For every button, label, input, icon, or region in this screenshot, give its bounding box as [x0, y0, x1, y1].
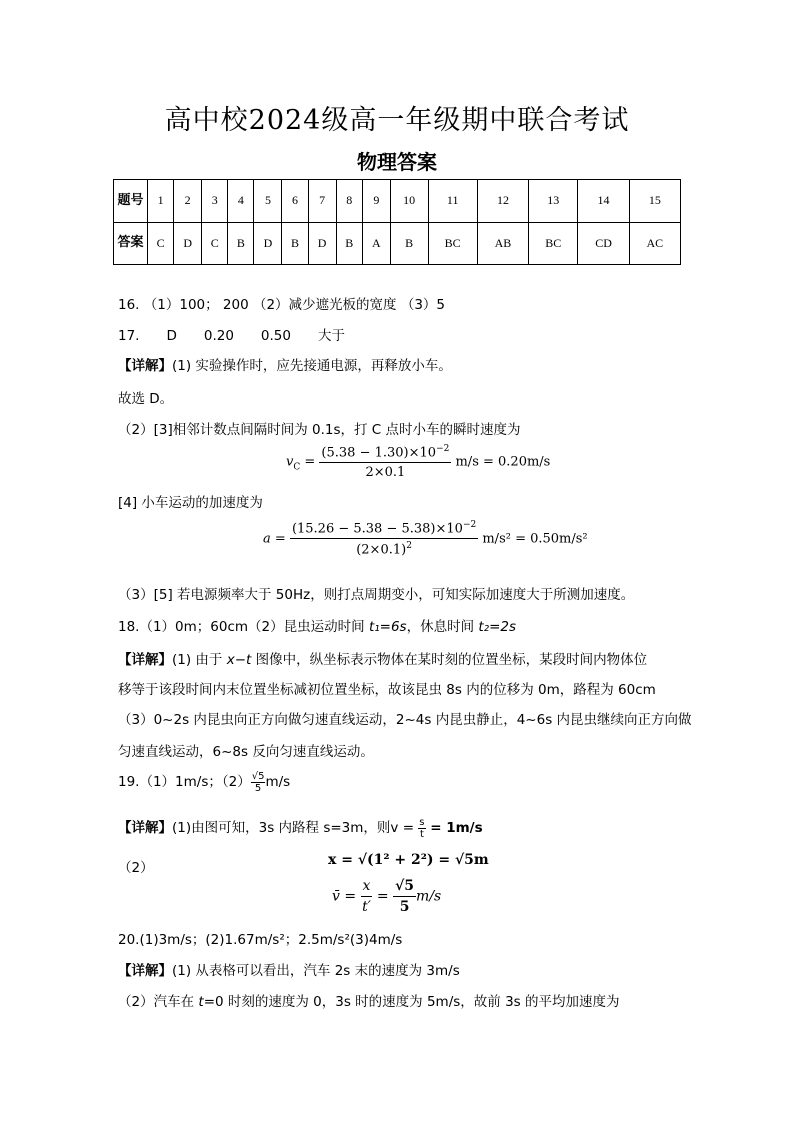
q18-detail-4: 匀速直线运动，6~8s 反向匀速直线运动。	[118, 744, 374, 760]
q19-displacement-equation: x = √(1² + 2²) = √5m	[328, 852, 489, 868]
text-run: 18.（1）0m；60cm（2）昆虫运动时间	[118, 619, 369, 635]
table-cell: AB	[477, 222, 528, 265]
q20-answer: 20.(1)3m/s；(2)1.67m/s²；2.5m/s²(3)4m/s	[118, 932, 403, 948]
eq-subscript: C	[293, 462, 301, 473]
eq-fraction	[319, 444, 451, 480]
q18-detail-2: 移等于该段时间内末位置坐标减初位置坐标，故该昆虫 8s 内的位移为 0m，路程为 60cm	[118, 682, 656, 698]
table-cell: 8	[336, 180, 362, 223]
eq-exponent: 2	[406, 541, 412, 552]
table-cell: 10	[390, 180, 428, 223]
q17-choice: 故选 D。	[118, 391, 174, 407]
table-cell: 12	[477, 180, 528, 223]
row-label-number: 题号	[114, 180, 148, 223]
table-cell: A	[362, 222, 390, 265]
eq-numerator: (5.38 − 1.30)×10	[321, 445, 437, 461]
table-cell: CD	[578, 222, 629, 265]
eq-unit: m/s	[416, 888, 442, 905]
eq-symbol: v	[286, 454, 294, 470]
eq-denominator: t	[419, 828, 424, 840]
eq-fraction	[290, 520, 478, 558]
text-run: m/s	[265, 774, 291, 790]
page-subtitle: 物理答案	[357, 150, 437, 174]
time-resting: t₂=2s	[478, 619, 517, 635]
text-run: ，休息时间	[406, 619, 479, 635]
q20-detail-2	[118, 990, 620, 1010]
eq-numerator: √5	[251, 770, 265, 782]
table-cell: 7	[308, 180, 336, 223]
eq-symbol: v̄ =	[332, 888, 361, 905]
text-run: (1) 从表格可以看出，汽车 2s 末的速度为 3m/s	[172, 963, 460, 979]
q17-acceleration-equation: a = $\frac{(15.26 - 5.38 - 5.38)\times 10^{-2}}{(2\times 0.1)^2}$ m/s² = 0.50m/s²	[263, 520, 588, 558]
text-run: (1)由图可知，3s 内路程 s=3m，则v =	[172, 820, 419, 836]
eq-fraction	[418, 817, 425, 840]
table-cell: BC	[428, 222, 477, 265]
q17-velocity-equation: $v_C$ = $\frac{(5.38 - 1.30)\times 10^{-2}}{2\times 0.1}$ m/s = 0.20m/s	[286, 444, 551, 481]
question-number-row	[114, 180, 681, 223]
text-run: =	[372, 888, 394, 905]
q17-answer: 17. D 0.20 0.50 大于	[118, 328, 345, 344]
eq-exponent: −2	[462, 520, 477, 530]
detail-label: 【详解】	[118, 358, 172, 374]
eq-denominator: 2×0.1	[365, 465, 406, 481]
table-cell: B	[390, 222, 428, 265]
eq-fraction	[361, 878, 373, 915]
table-cell: 4	[228, 180, 254, 223]
eq-numerator: √5	[393, 878, 416, 897]
answer-table	[113, 179, 681, 265]
eq-numerator: s	[419, 816, 425, 828]
text-run: 图像中，纵坐标表示物体在某时刻的位置坐标，某段时间内物体位	[251, 652, 648, 668]
table-cell: C	[148, 222, 174, 265]
table-cell: B	[336, 222, 362, 265]
q18-detail-1	[118, 648, 647, 668]
text-run: =0 时刻的速度为 0，3s 时的速度为 5m/s，故前 3s 的平均加速度为	[203, 994, 620, 1010]
table-cell: 6	[282, 180, 308, 223]
q17-part2-intro: （2）[3]相邻计数点间隔时间为 0.1s，打 C 点时小车的瞬时速度为	[118, 422, 521, 438]
row-label-answer: 答案	[114, 222, 148, 265]
table-cell: 3	[202, 180, 228, 223]
q20-detail-1	[118, 959, 460, 979]
q18-detail-3: （3）0~2s 内昆虫向正方向做匀速直线运动，2~4s 内昆虫静止，4~6s 内昆虫继续向正方向做	[118, 712, 692, 728]
text-run: 19.（1）1m/s；（2）	[118, 774, 251, 790]
text-run: （2）汽车在	[118, 994, 199, 1010]
xt-symbol: x−t	[226, 652, 252, 668]
table-cell: 13	[529, 180, 578, 223]
eq-denominator: 5	[399, 899, 410, 915]
q17-part3: （3）[5] 若电源频率大于 50Hz，则打点周期变小，可知实际加速度大于所测加速度。	[118, 587, 635, 603]
table-cell: 14	[578, 180, 629, 223]
detail-label: 【详解】	[118, 652, 172, 668]
eq-denominator: (2×0.1)	[356, 542, 407, 558]
table-cell: D	[308, 222, 336, 265]
text-run: (1) 由于	[172, 652, 227, 668]
text-run: = 1m/s	[425, 820, 483, 836]
eq-denominator: t′	[362, 899, 371, 915]
table-cell: C	[202, 222, 228, 265]
q17-part4-intro: [4] 小车运动的加速度为	[118, 495, 263, 511]
detail-label: 【详解】	[118, 820, 172, 836]
table-cell: 15	[629, 180, 680, 223]
q16-answer: 16. （1）100； 200 （2）减少遮光板的宽度 （3）5	[118, 297, 446, 313]
q19-detail-1	[118, 816, 483, 840]
table-cell: D	[254, 222, 282, 265]
q18-answer	[118, 615, 516, 635]
table-cell: 5	[254, 180, 282, 223]
eq-denominator: 5	[254, 782, 262, 794]
eq-fraction	[393, 878, 416, 915]
page-title: 高中校2024级高一年级期中联合考试	[164, 105, 630, 136]
time-moving: t₁=6s	[368, 619, 407, 635]
table-cell: 9	[362, 180, 390, 223]
table-cell: 11	[428, 180, 477, 223]
table-cell: BC	[529, 222, 578, 265]
eq-numerator: x	[361, 878, 373, 897]
q17-detail-1	[118, 354, 452, 374]
table-cell: B	[228, 222, 254, 265]
eq-numerator: (15.26 − 5.38 − 5.38)×10	[291, 521, 463, 537]
q19-part2-label: （2）	[118, 860, 154, 876]
eq-exponent: −2	[436, 444, 450, 454]
table-cell: 1	[148, 180, 174, 223]
table-cell: B	[282, 222, 308, 265]
time-symbol: t	[198, 994, 204, 1010]
detail-label: 【详解】	[118, 963, 172, 979]
table-cell: AC	[629, 222, 680, 265]
q19-answer	[118, 770, 290, 794]
eq-result: m/s = 0.20m/s	[455, 454, 551, 470]
eq-result: m/s² = 0.50m/s²	[482, 531, 588, 547]
eq-symbol: a	[263, 531, 271, 547]
table-cell: 2	[174, 180, 202, 223]
detail-text: (1) 实验操作时，应先接通电源，再释放小车。	[172, 358, 452, 374]
q19-velocity-equation	[332, 878, 441, 915]
eq-fraction	[251, 771, 266, 794]
table-cell: D	[174, 222, 202, 265]
answer-row	[114, 222, 681, 265]
